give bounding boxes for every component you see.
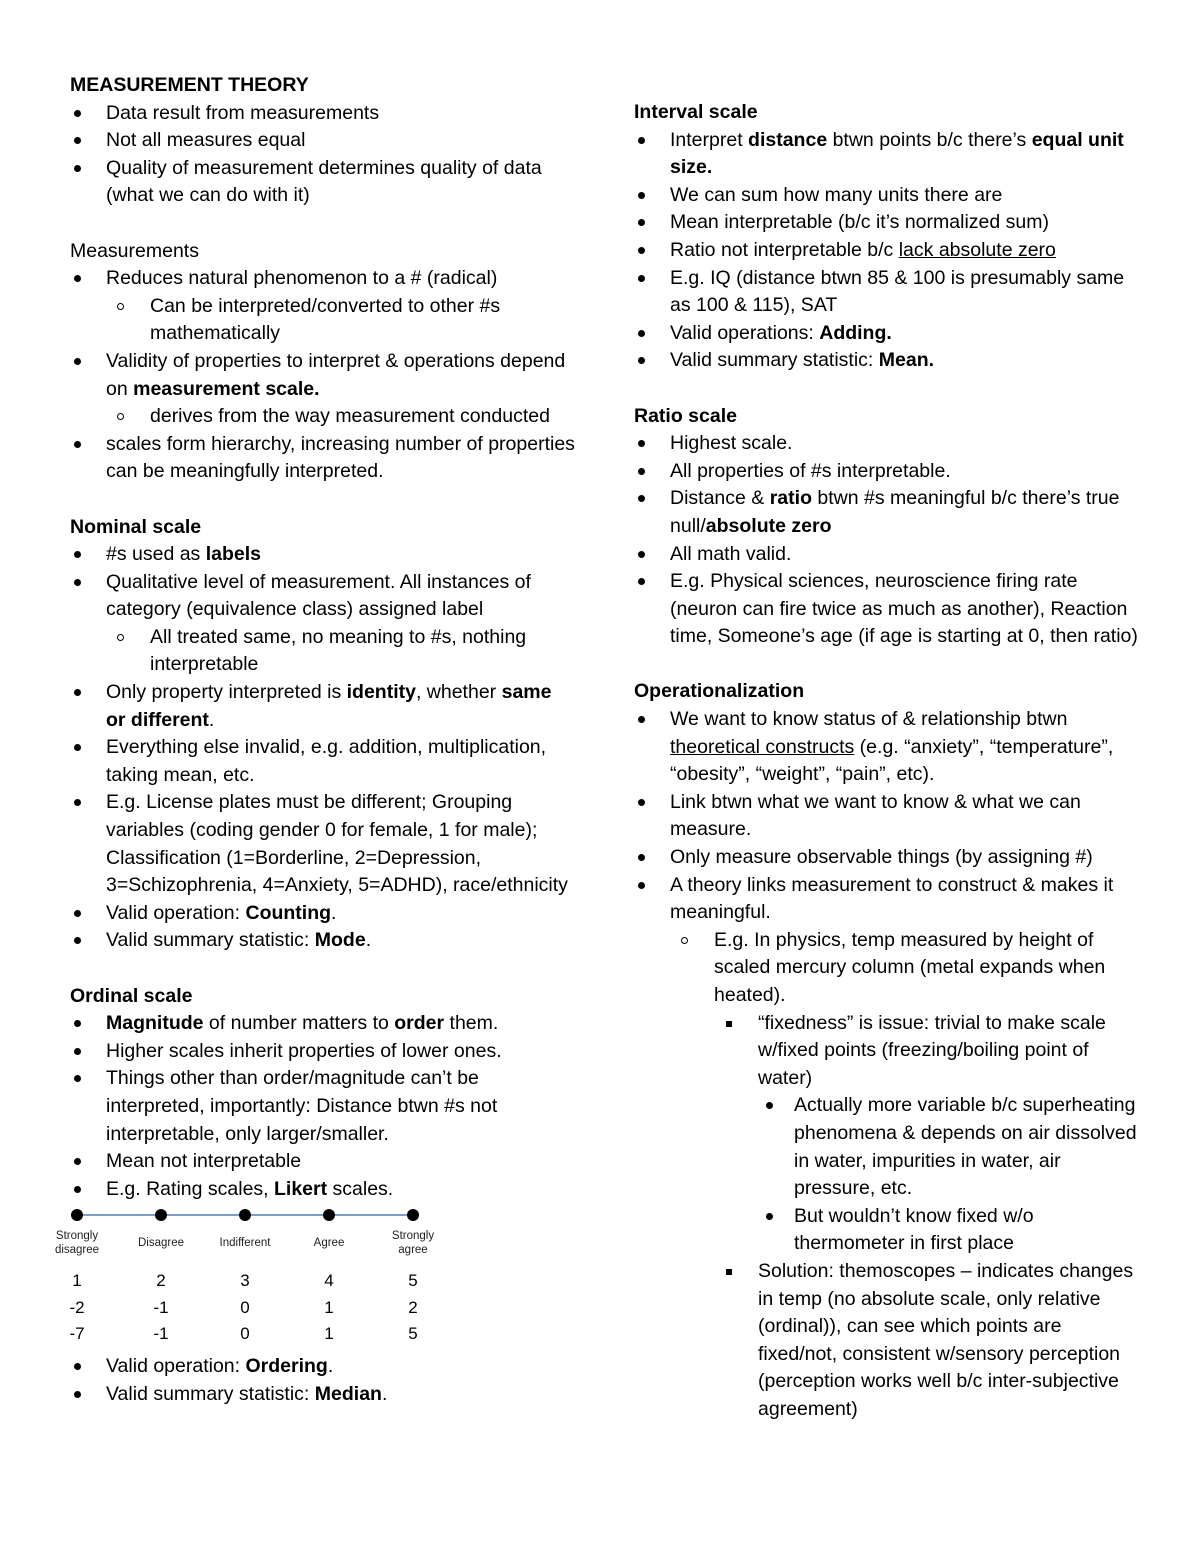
ordinal-heading: Ordinal scale	[70, 984, 193, 1007]
likert-value: 0	[240, 1298, 250, 1318]
list-item: Higher scales inherit properties of lower ones.	[70, 1038, 575, 1066]
likert-value: -7	[69, 1324, 85, 1344]
operationalization-heading: Operationalization	[634, 680, 805, 703]
list-item: Things other than order/magnitude can’t be interpreted, importantly: Distance btwn #s not interpretable, only larger/smaller.	[70, 1065, 575, 1148]
sub-list-item: E.g. In physics, temp measured by height of scaled mercury column (metal expands when heated). “fixedness” is issue: trivial to make scale w/fixed points (freezing/boiling point of water) Actually more variable b/c superheating phenomena & depends on air dissolved in water, impurities in water, air pressure, etc. But wouldn’t know fixed w/o thermometer in first place Solution: themoscopes – indicates changes in temp (no absolute scale, only relative (ordinal)), can see which points are fixed/not, consistent w/sensory perception (perception works well b/c inter-subjective agreement)	[670, 927, 1139, 1424]
intro-list	[70, 100, 575, 210]
likert-point	[239, 1209, 251, 1221]
sub-list-item: All treated same, no meaning to #s, nothing interpretable	[106, 624, 575, 679]
list-item: Link btwn what we want to know & what we can measure.	[634, 789, 1139, 844]
deep-list-item: Actually more variable b/c superheating phenomena & depends on air dissolved in water, impurities in water, air pressure, etc.	[758, 1092, 1139, 1202]
measurements-list	[70, 265, 575, 486]
list-item: Not all measures equal	[70, 127, 575, 155]
likert-point	[155, 1209, 167, 1221]
likert-value: 5	[408, 1271, 418, 1291]
list-item: We want to know status of & relationship btwn theoretical constructs (e.g. “anxiety”, “temperature”, “obesity”, “weight”, “pain”, etc).	[634, 706, 1139, 789]
list-item: E.g. Rating scales, Likert scales.	[70, 1176, 575, 1204]
sub-sub-list-item: Solution: themoscopes – indicates changes in temp (no absolute scale, only relative (ordinal)), can see which points are fixed/not, consistent w/sensory perception (perception works well b/c inter-subjective agreement)	[714, 1258, 1139, 1424]
ordinal-list-2	[70, 1353, 575, 1408]
list-item: Data result from measurements	[70, 100, 575, 128]
list-item: We can sum how many units there are	[634, 182, 1139, 210]
likert-value: 3	[240, 1271, 250, 1291]
ratio-heading: Ratio scale	[634, 404, 737, 427]
sub-list-item: Can be interpreted/converted to other #s mathematically	[106, 293, 575, 348]
interval-list	[634, 127, 1139, 375]
list-item: Highest scale.	[634, 430, 1139, 458]
list-item: Valid operation: Ordering.	[70, 1353, 575, 1381]
nominal-heading: Nominal scale	[70, 515, 202, 538]
likert-label: Indifferent	[219, 1237, 271, 1250]
right-column	[634, 99, 1139, 1424]
ratio-list	[634, 430, 1139, 651]
nominal-list	[70, 541, 575, 955]
list-item: Quality of measurement determines quality of data (what we can do with it)	[70, 155, 575, 210]
likert-value: -1	[153, 1298, 169, 1318]
list-item: Reduces natural phenomenon to a # (radical) Can be interpreted/converted to other #s mathematically	[70, 265, 575, 348]
likert-value: 2	[408, 1298, 418, 1318]
likert-value: 0	[240, 1324, 250, 1344]
likert-value: -1	[153, 1324, 169, 1344]
left-column	[54, 72, 575, 1409]
list-item: Valid operation: Counting.	[70, 900, 575, 928]
list-item: Valid summary statistic: Mode.	[70, 927, 575, 955]
list-item: Everything else invalid, e.g. addition, multiplication, taking mean, etc.	[70, 734, 575, 789]
list-item: Validity of properties to interpret & operations depend on measurement scale. derives from the way measurement conducted	[70, 348, 575, 431]
likert-value: 1	[72, 1271, 82, 1291]
likert-label: Strongly disagree	[54, 1230, 100, 1257]
list-item: Only property interpreted is identity, whether same or different.	[70, 679, 575, 734]
likert-label: Disagree	[137, 1237, 185, 1250]
list-item: Valid operations: Adding.	[634, 320, 1139, 348]
measurements-heading: Measurements	[70, 239, 199, 262]
likert-point	[71, 1209, 83, 1221]
sub-sub-list-item: “fixedness” is issue: trivial to make scale w/fixed points (freezing/boiling point of water) Actually more variable b/c superheating phenomena & depends on air dissolved in water, impurities in water, air pressure, etc. But wouldn’t know fixed w/o thermometer in first place	[714, 1010, 1139, 1258]
list-item: All properties of #s interpretable.	[634, 458, 1139, 486]
operationalization-list	[634, 706, 1139, 1423]
interval-heading: Interval scale	[634, 101, 758, 123]
list-item: E.g. License plates must be different; Grouping variables (coding gender 0 for female, 1 for male); Classification (1=Borderline, 2=Depression, 3=Schizophrenia, 4=Anxiety, 5=ADHD), race/ethnicity	[70, 789, 575, 899]
likert-value: -2	[69, 1298, 85, 1318]
likert-label: Strongly agree	[391, 1230, 435, 1257]
likert-label: Agree	[313, 1237, 345, 1250]
likert-scale-figure	[54, 1203, 442, 1353]
likert-value: 2	[156, 1271, 166, 1291]
list-item: Interpret distance btwn points b/c there’s equal unit size.	[634, 127, 1139, 182]
likert-value: 1	[324, 1298, 334, 1318]
list-item: Ratio not interpretable b/c lack absolute zero	[634, 237, 1139, 265]
list-item: Valid summary statistic: Median.	[70, 1381, 575, 1409]
list-item: Magnitude of number matters to order them.	[70, 1010, 575, 1038]
list-item: Only measure observable things (by assigning #)	[634, 844, 1139, 872]
deep-list-item: But wouldn’t know fixed w/o thermometer in first place	[758, 1203, 1139, 1258]
list-item: #s used as labels	[70, 541, 575, 569]
sub-list-item: derives from the way measurement conducted	[106, 403, 575, 431]
list-item: Qualitative level of measurement. All instances of category (equivalence class) assigned label All treated same, no meaning to #s, nothing interpretable	[70, 569, 575, 679]
ordinal-list	[70, 1010, 575, 1203]
list-item: A theory links measurement to construct & makes it meaningful. E.g. In physics, temp measured by height of scaled mercury column (metal expands when heated). “fixedness” is issue: trivial to make scale w/fixed points (freezing/boiling point of water) Actually more variable b/c superheating phenomena & depends on air dissolved in water, impurities in water, air pressure, etc. But wouldn’t know fixed w/o thermometer in first place Solution: themoscopes – indicates changes in temp (no absolute scale, only relative (ordinal)), can see which points are fixed/not, consistent w/sensory perception (perception works well b/c inter-subjective agreement)	[634, 872, 1139, 1424]
page-title: MEASUREMENT THEORY	[70, 74, 309, 96]
list-item: E.g. Physical sciences, neuroscience firing rate (neuron can fire twice as much as another), Reaction time, Someone’s age (if age is starting at 0, then ratio)	[634, 568, 1139, 651]
likert-value: 4	[324, 1271, 334, 1291]
likert-point	[323, 1209, 335, 1221]
list-item: All math valid.	[634, 541, 1139, 569]
list-item: Mean interpretable (b/c it’s normalized sum)	[634, 209, 1139, 237]
list-item: Valid summary statistic: Mean.	[634, 347, 1139, 375]
likert-value: 5	[408, 1324, 418, 1344]
list-item: scales form hierarchy, increasing number of properties can be meaningfully interpreted.	[70, 431, 575, 486]
list-item: Distance & ratio btwn #s meaningful b/c there’s true null/absolute zero	[634, 485, 1139, 540]
list-item: E.g. IQ (distance btwn 85 & 100 is presumably same as 100 & 115), SAT	[634, 265, 1139, 320]
list-item: Mean not interpretable	[70, 1148, 575, 1176]
likert-value: 1	[324, 1324, 334, 1344]
likert-point	[407, 1209, 419, 1221]
